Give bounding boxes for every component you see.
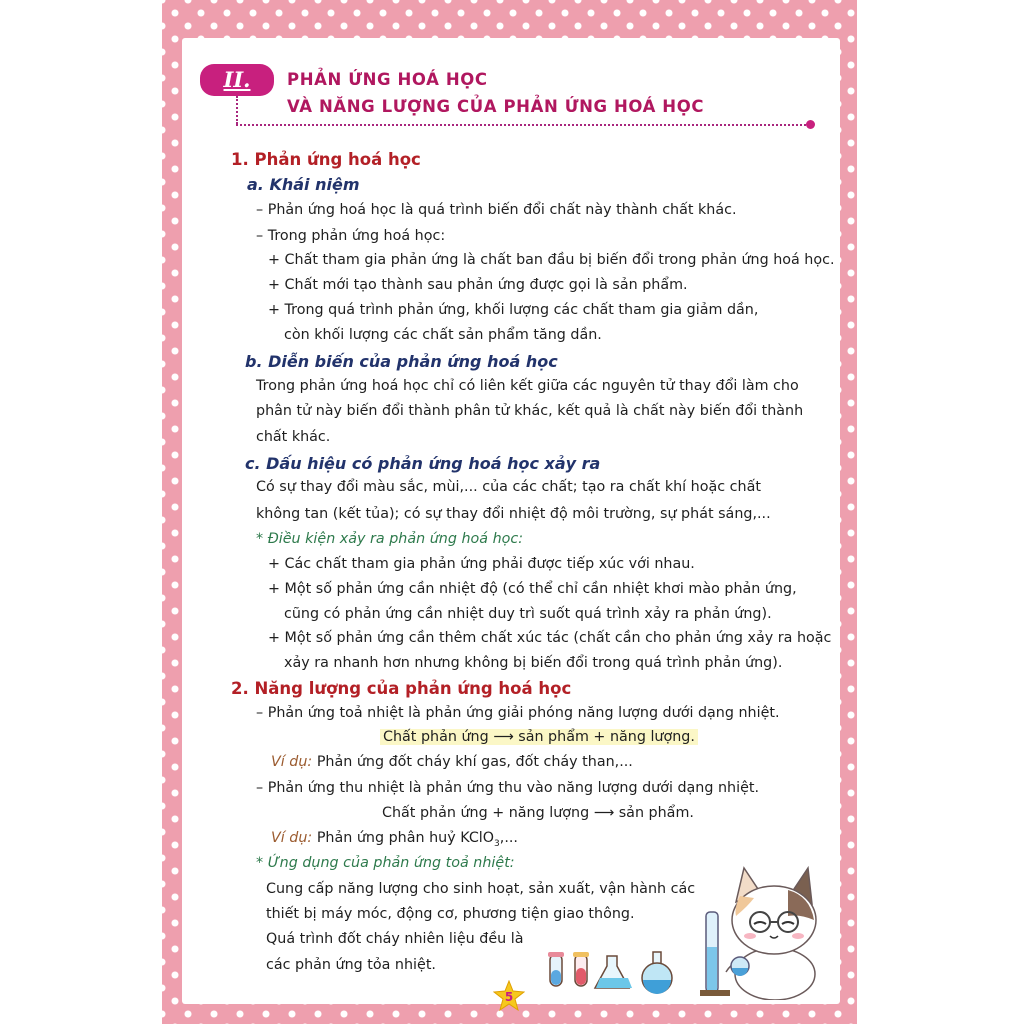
part1a-line2: – Trong phản ứng hoá học: — [256, 228, 446, 244]
part1b-heading: b. Diễn biến của phản ứng hoá học — [245, 352, 558, 371]
cat-scientist-illustration — [700, 862, 835, 1000]
endothermic-example — [271, 830, 518, 849]
test-tube-red-icon — [573, 952, 589, 986]
part1c-heading: c. Dấu hiệu có phản ứng hoá học xảy ra — [245, 454, 601, 473]
erlenmeyer-flask-icon — [595, 956, 632, 988]
part1a-heading: a. Khái niệm — [247, 175, 360, 194]
part1b-line1: Trong phản ứng hoá học chỉ có liên kết giữa các nguyên tử thay đổi làm cho — [256, 378, 799, 394]
application-line3: Quá trình đốt cháy nhiên liệu đều là — [266, 931, 524, 947]
exothermic-example-text: Phản ứng đốt cháy khí gas, đốt cháy than,... — [316, 754, 633, 770]
title-divider — [236, 124, 810, 126]
endothermic-example-subscript: 3 — [494, 838, 500, 849]
application-line4: các phản ứng tỏa nhiệt. — [266, 957, 436, 973]
part1b-line3: chất khác. — [256, 429, 331, 445]
part1c-bullet2a: + Một số phản ứng cần nhiệt độ (có thể chỉ cần nhiệt khơi mào phản ứng, — [268, 581, 797, 597]
application-line2: thiết bị máy móc, động cơ, phương tiện giao thông. — [266, 906, 635, 922]
exothermic-definition: – Phản ứng toả nhiệt là phản ứng giải phóng năng lượng dưới dạng nhiệt. — [256, 705, 780, 721]
title-divider-vertical — [236, 96, 238, 124]
part1c-line2: không tan (kết tủa); có sự thay đổi nhiệt độ môi trường, sự phát sáng,... — [256, 506, 771, 522]
part1b-line2: phân tử này biến đổi thành phân tử khác, kết quả là chất này biến đổi thành — [256, 403, 804, 419]
part1-heading: 1. Phản ứng hoá học — [231, 150, 421, 169]
endothermic-example-text: Phản ứng phân huỷ KClO — [316, 830, 495, 846]
example-label: Ví dụ: — [271, 754, 313, 770]
part2-heading: 2. Năng lượng của phản ứng hoá học — [231, 679, 572, 698]
exothermic-example — [271, 754, 633, 770]
test-tube-blue-icon — [548, 952, 564, 986]
lab-glassware-icons — [545, 948, 705, 998]
section-title-line1: PHẢN ỨNG HOÁ HỌC — [287, 70, 488, 89]
endothermic-equation: Chất phản ứng + năng lượng ⟶ sản phẩm. — [382, 805, 694, 821]
application-heading: * Ứng dụng của phản ứng toả nhiệt: — [256, 855, 515, 871]
exothermic-equation: Chất phản ứng ⟶ sản phẩm + năng lượng. — [380, 729, 698, 745]
part1c-bullet1: + Các chất tham gia phản ứng phải được tiếp xúc với nhau. — [268, 556, 695, 572]
page-number: 5 — [504, 990, 514, 1004]
application-line1: Cung cấp năng lượng cho sinh hoạt, sản xuất, vận hành các — [266, 881, 696, 897]
example-label-2: Ví dụ: — [271, 830, 313, 846]
part1c-bullet3a: + Một số phản ứng cần thêm chất xúc tác (chất cần cho phản ứng xảy ra hoặc — [268, 630, 832, 646]
part1a-bullet3a: + Trong quá trình phản ứng, khối lượng các chất tham gia giảm dần, — [268, 302, 759, 318]
round-flask-icon — [642, 952, 672, 994]
endothermic-example-end: ,... — [499, 830, 518, 846]
endothermic-definition: – Phản ứng thu nhiệt là phản ứng thu vào năng lượng dưới dạng nhiệt. — [256, 780, 760, 796]
part1c-bullet3b: xảy ra nhanh hơn nhưng không bị biến đổi trong quá trình phản ứng). — [284, 655, 783, 671]
part1a-bullet3b: còn khối lượng các chất sản phẩm tăng dần. — [284, 327, 602, 343]
section-number-badge: II. — [200, 64, 274, 96]
page-number-star-icon — [493, 980, 525, 1012]
section-title-line2: VÀ NĂNG LƯỢNG CỦA PHẢN ỨNG HOÁ HỌC — [287, 97, 705, 116]
part1c-line1: Có sự thay đổi màu sắc, mùi,... của các chất; tạo ra chất khí hoặc chất — [256, 479, 761, 495]
part1c-bullet2b: cũng có phản ứng cần nhiệt duy trì suốt quá trình xảy ra phản ứng). — [284, 606, 772, 622]
divider-dot-icon — [806, 120, 815, 129]
part1a-bullet2: + Chất mới tạo thành sau phản ứng được gọi là sản phẩm. — [268, 277, 688, 293]
part1a-line1: – Phản ứng hoá học là quá trình biến đổi chất này thành chất khác. — [256, 202, 737, 218]
conditions-heading: * Điều kiện xảy ra phản ứng hoá học: — [256, 531, 524, 547]
part1a-bullet1: + Chất tham gia phản ứng là chất ban đầu bị biến đổi trong phản ứng hoá học. — [268, 252, 835, 268]
